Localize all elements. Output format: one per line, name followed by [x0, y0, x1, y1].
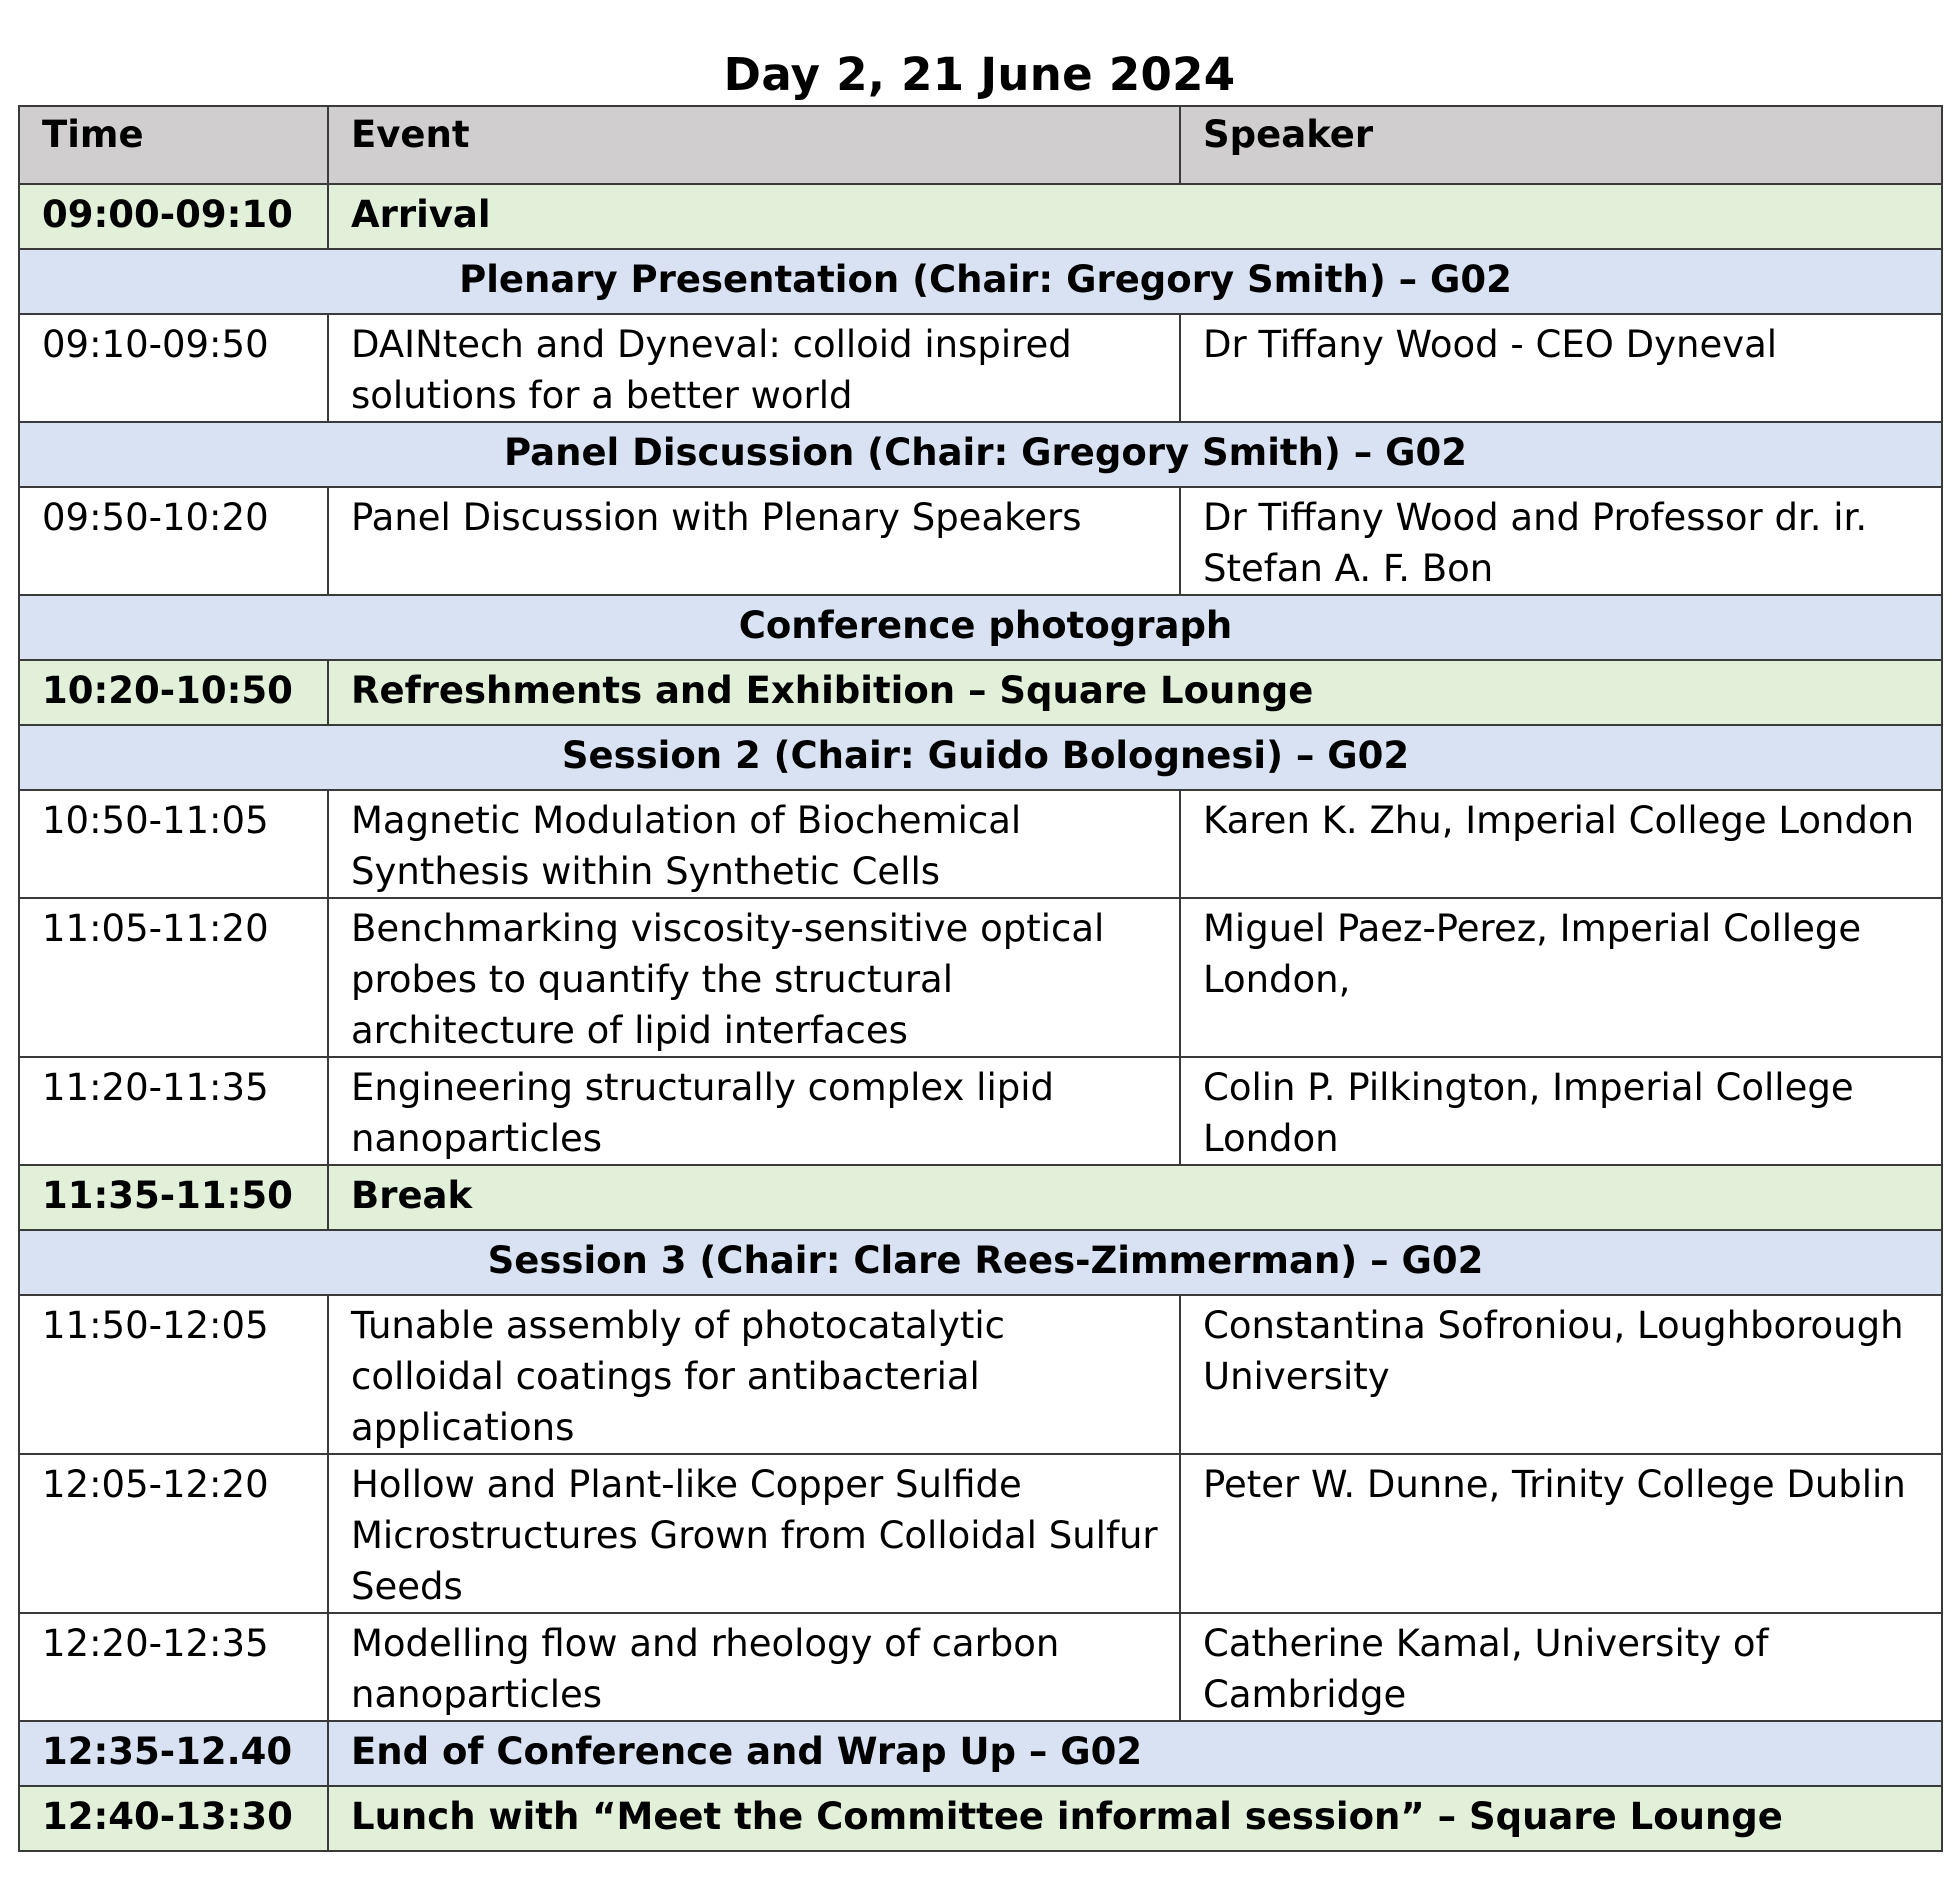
- row-time: 10:50-11:05: [19, 790, 328, 898]
- row-time: 12:40-13:30: [19, 1786, 328, 1851]
- column-header-event: Event: [328, 106, 1180, 184]
- row-time: 12:35-12.40: [19, 1721, 328, 1786]
- break-row-refreshments: [19, 660, 1942, 725]
- row-event: Magnetic Modulation of Biochemical Synthesis within Synthetic Cells: [328, 790, 1180, 898]
- row-time: 09:10-09:50: [19, 314, 328, 422]
- section-row-session-2: [19, 725, 1942, 790]
- section-row-photograph: [19, 595, 1942, 660]
- section-row-plenary: [19, 249, 1942, 314]
- table-row: [19, 1613, 1942, 1721]
- row-event: DAINtech and Dyneval: colloid inspired solutions for a better world: [328, 314, 1180, 422]
- row-event: Refreshments and Exhibition – Square Lounge: [328, 660, 1942, 725]
- row-event: Panel Discussion with Plenary Speakers: [328, 487, 1180, 595]
- row-event: Benchmarking viscosity-sensitive optical probes to quantify the structural architecture of lipid interfaces: [328, 898, 1180, 1057]
- section-row-panel: [19, 422, 1942, 487]
- table-row: [19, 1295, 1942, 1454]
- row-time: 11:35-11:50: [19, 1165, 328, 1230]
- table-row: [19, 1057, 1942, 1165]
- column-header-speaker: Speaker: [1180, 106, 1942, 184]
- row-time: 09:00-09:10: [19, 184, 328, 249]
- row-time: 12:20-12:35: [19, 1613, 328, 1721]
- schedule-table: [18, 105, 1943, 1852]
- section-heading: Session 2 (Chair: Guido Bolognesi) – G02: [19, 725, 1942, 790]
- page-title: Day 2, 21 June 2024: [723, 48, 1236, 101]
- row-speaker: Miguel Paez-Perez, Imperial College London,: [1180, 898, 1942, 1057]
- row-event: End of Conference and Wrap Up – G02: [328, 1721, 1942, 1786]
- break-row-wrap-up: [19, 1721, 1942, 1786]
- section-heading: Session 3 (Chair: Clare Rees-Zimmerman) – G02: [19, 1230, 1942, 1295]
- table-row: [19, 1454, 1942, 1613]
- table-row: [19, 314, 1942, 422]
- break-row-lunch: [19, 1786, 1942, 1851]
- row-speaker: Constantina Sofroniou, Loughborough University: [1180, 1295, 1942, 1454]
- row-event: Tunable assembly of photocatalytic colloidal coatings for antibacterial applications: [328, 1295, 1180, 1454]
- section-heading: Plenary Presentation (Chair: Gregory Smith) – G02: [19, 249, 1942, 314]
- row-event: Engineering structurally complex lipid nanoparticles: [328, 1057, 1180, 1165]
- column-header-time: Time: [19, 106, 328, 184]
- row-event: Hollow and Plant-like Copper Sulfide Microstructures Grown from Colloidal Sulfur Seeds: [328, 1454, 1180, 1613]
- section-heading: Conference photograph: [19, 595, 1942, 660]
- row-time: 10:20-10:50: [19, 660, 328, 725]
- section-row-session-3: [19, 1230, 1942, 1295]
- row-speaker: Catherine Kamal, University of Cambridge: [1180, 1613, 1942, 1721]
- row-time: 09:50-10:20: [19, 487, 328, 595]
- row-event: Lunch with “Meet the Committee informal session” – Square Lounge: [328, 1786, 1942, 1851]
- row-time: 11:50-12:05: [19, 1295, 328, 1454]
- break-row-break: [19, 1165, 1942, 1230]
- row-speaker: Dr Tiffany Wood and Professor dr. ir. Stefan A. F. Bon: [1180, 487, 1942, 595]
- section-heading: Panel Discussion (Chair: Gregory Smith) – G02: [19, 422, 1942, 487]
- row-time: 12:05-12:20: [19, 1454, 328, 1613]
- row-event: Modelling flow and rheology of carbon nanoparticles: [328, 1613, 1180, 1721]
- row-time: 11:05-11:20: [19, 898, 328, 1057]
- row-event: Arrival: [328, 184, 1942, 249]
- row-speaker: Karen K. Zhu, Imperial College London: [1180, 790, 1942, 898]
- row-speaker: Colin P. Pilkington, Imperial College London: [1180, 1057, 1942, 1165]
- table-header-row: [19, 106, 1942, 184]
- table-row: [19, 487, 1942, 595]
- break-row-arrival: [19, 184, 1942, 249]
- table-row: [19, 790, 1942, 898]
- row-time: 11:20-11:35: [19, 1057, 328, 1165]
- row-speaker: Dr Tiffany Wood - CEO Dyneval: [1180, 314, 1942, 422]
- row-event: Break: [328, 1165, 1942, 1230]
- row-speaker: Peter W. Dunne, Trinity College Dublin: [1180, 1454, 1942, 1613]
- table-row: [19, 898, 1942, 1057]
